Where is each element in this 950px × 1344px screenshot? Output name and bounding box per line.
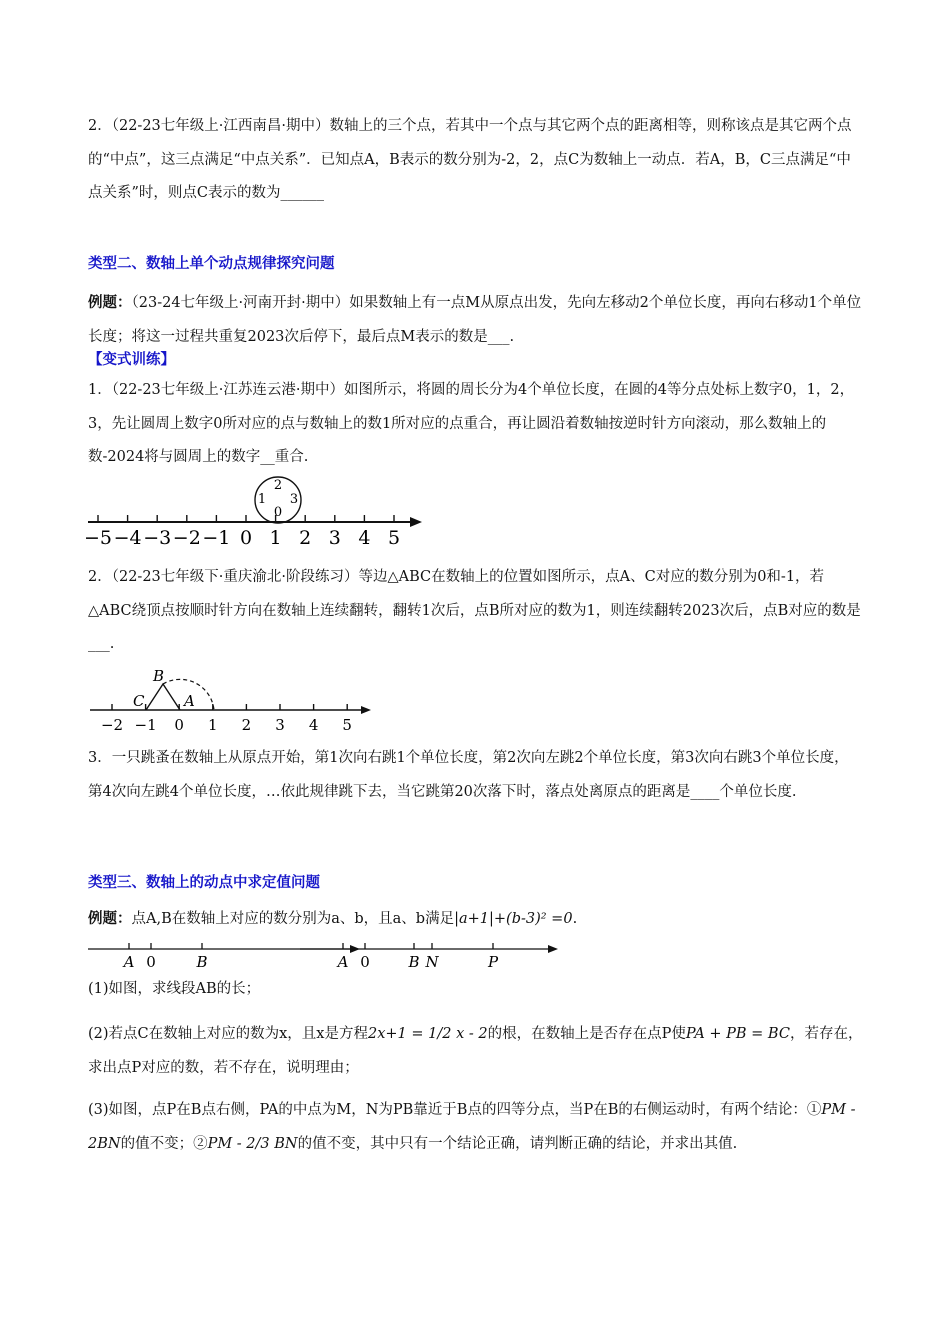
fig2-tick-label: −1 (134, 716, 157, 734)
fig2-tick-label: 4 (308, 716, 319, 734)
fig1-tick-label: −3 (143, 527, 172, 549)
label-n: N (425, 953, 439, 971)
fig1-tick-label: 0 (239, 527, 253, 549)
part-2: (2)若点C在数轴上对应的数为x，且x是方程2x+1 = 1/2 x - 2的根，在数轴上是否存在点P使PA + PB = BC，若存在，求出点P对应的数，若不存在，说明理由； (88, 1026, 863, 1076)
axis-arrow (410, 517, 422, 527)
figure-abnp-number-line (300, 938, 570, 972)
practice-q2: 2．（22-23七年级下·重庆渝北·阶段练习）等边△ABC在数轴上的位置如图所示，点A、C对应的数分别为0和-1，若△ABC绕顶点按顺时针方向在数轴上连续翻转，翻转1次后，点B所对应的数为1，则连续翻转2023次后，点B对应的数是___. (88, 569, 861, 652)
practice-q1: 1．（22-23七年级上·江苏连云港·期中）如图所示，将圆的周长分为4个单位长度，在圆的4等分点处标上数字0，1，2，3，先让圆周上数字0所对应的点与数轴上的数1所对应的点重合，再让圆沿着数轴按逆时针方向滚动，那么数轴上的数-2024将与圆周上的数字__重合. (88, 382, 855, 465)
axis-arrow (548, 945, 558, 953)
fig1-tick-label: 1 (269, 527, 282, 549)
problem-midpoint-text: 2．（22-23七年级上·江西南昌·期中）数轴上的三个点，若其中一个点与其它两个点的距离相等，则称该点是其它两个点的“中点”，这三点满足“中点关系”．已知点A，B表示的数分别为-2，2，点C为数轴上一动点．若A，B，C三点满足“中点关系”时，则点C表示的数为______ (88, 118, 852, 201)
part-2-condition: PA + PB = BC (685, 1026, 790, 1042)
fig2-tick-label: 0 (174, 716, 184, 734)
example-text: （23-24七年级上·河南开封·期中）如果数轴上有一点M从原点出发，先向左移动2个单位长度，再向右移动1个单位长度；将这一过程共重复2023次后停下，最后点M表示的数是___. (88, 295, 862, 345)
part-3-expression-2: PM - 2/3 BN (207, 1135, 298, 1152)
example-label: 例题： (88, 910, 132, 927)
practice-q3: 3．一只跳蚤在数轴上从原点开始，第1次向右跳1个单位长度，第2次向左跳2个单位长度，第3次向右跳3个单位长度，第4次向左跳4个单位长度，…依此规律跳下去，当它跳第20次落下时，落点处离原点的距离是____个单位长度. (88, 750, 849, 800)
section-3-example: 例题：点A,B在数轴上对应的数分别为a、b，且a、b满足|a+1|+(b-3)² =0. (88, 910, 578, 927)
fig2-tick-label: 5 (342, 716, 352, 734)
fig1-tick-label: 4 (358, 527, 371, 549)
triangle-abc (146, 684, 180, 710)
fig2-tick-label: 1 (208, 716, 218, 734)
point-label-a: A (184, 692, 195, 710)
fig1-tick-label: 5 (387, 527, 401, 549)
label-b: B (408, 953, 420, 971)
fig2-tick-label: 3 (275, 716, 285, 734)
practice-label: 【变式训练】 (88, 352, 175, 368)
label-a: A (123, 953, 135, 971)
fig1-tick-label: 3 (328, 527, 341, 549)
fig1-tick-label: −4 (113, 527, 142, 549)
section-3-title: 类型三、数轴上的动点中求定值问题 (88, 875, 320, 891)
circle-label-3: 3 (289, 492, 299, 507)
fig1-tick-label: −2 (172, 527, 201, 549)
part-1: (1)如图，求线段AB的长； (88, 981, 261, 997)
label-b: B (196, 953, 208, 971)
fig1-tick-label: −5 (83, 527, 113, 549)
part-3-expression-1: PM - 2BN (88, 1102, 856, 1152)
circle-label-1: 1 (257, 492, 267, 507)
figure-triangle-number-line (85, 662, 385, 742)
figure-circle-number-line (80, 470, 440, 552)
point-label-c: C (133, 692, 145, 710)
fig2-tick-label: 2 (241, 716, 252, 734)
section-2-title: 类型二、数轴上单个动点规律探究问题 (88, 256, 335, 272)
part-3: (3)如图，点P在B点右侧，PA的中点为M，N为PB靠近于B点的四等分点，当P在B的右侧运动时，有两个结论：①PM - 2BN的值不变；②PM - 2/3 BN的值不变，其中只有一个结论正确，请判断正确的结论，并求出其值. (88, 1102, 856, 1152)
axis-arrow (361, 706, 371, 714)
part-2-equation: 2x+1 = 1/2 x - 2 (368, 1026, 488, 1042)
circle-label-0: 0 (273, 505, 283, 520)
label-0: 0 (146, 953, 156, 971)
point-label-b: B (153, 667, 165, 685)
circle-label-2: 2 (273, 478, 283, 493)
figure-ab-number-line (85, 938, 285, 972)
section-2-example (88, 286, 863, 354)
fig2-tick-label: −2 (100, 716, 124, 734)
label-a: A (337, 953, 349, 971)
fig1-tick-label: −1 (202, 527, 231, 549)
example-label: 例题： (88, 294, 132, 311)
condition-equation: |a+1|+(b-3)² =0 (454, 911, 573, 927)
label-0: 0 (360, 953, 370, 971)
fig1-tick-label: 2 (299, 527, 312, 549)
label-p: P (487, 953, 499, 971)
